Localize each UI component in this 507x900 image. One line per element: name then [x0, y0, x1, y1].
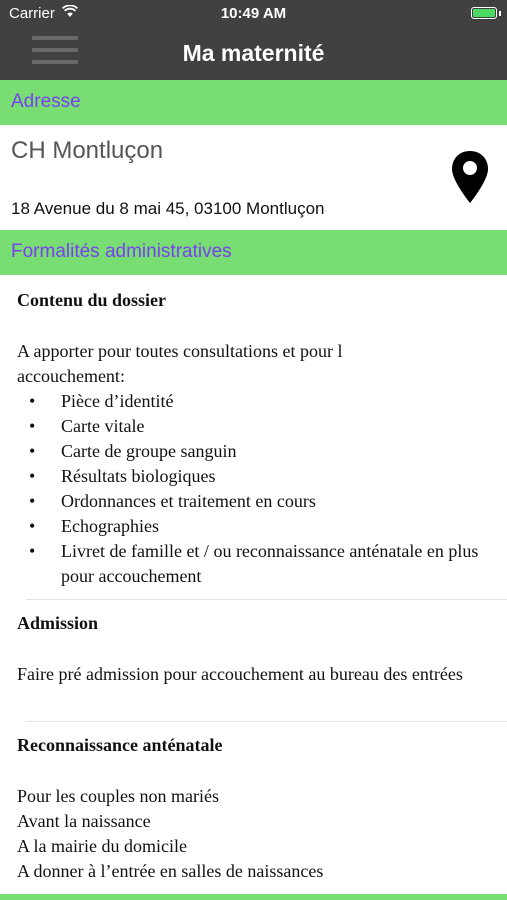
recognition-line: Avant la naissance — [17, 811, 151, 831]
navigation-bar — [0, 26, 507, 80]
address-card[interactable] — [0, 125, 507, 230]
next-section-header — [0, 894, 507, 900]
address-header-label: Adresse — [11, 91, 81, 112]
dossier-title: Contenu du dossier — [17, 290, 167, 310]
list-item: • Echographies — [17, 514, 487, 539]
address-section-header — [0, 80, 507, 125]
dossier-intro-line2: accouchement: — [17, 366, 125, 386]
status-bar — [0, 0, 507, 26]
list-item: • Ordonnances et traitement en cours — [17, 489, 487, 514]
divider — [26, 599, 507, 600]
hospital-address: 18 Avenue du 8 mai 45, 03100 Montluçon — [11, 199, 325, 218]
list-item: • Pièce d’identité — [17, 389, 487, 414]
divider — [26, 721, 507, 722]
page-title: Ma maternité — [182, 40, 325, 66]
list-item: • Résultats biologiques — [17, 464, 487, 489]
formalities-content — [0, 275, 507, 894]
dossier-block — [17, 288, 487, 589]
admission-title: Admission — [17, 613, 99, 633]
recognition-block — [17, 733, 487, 884]
admission-block — [17, 611, 487, 687]
carrier-label: Carrier — [9, 5, 55, 22]
battery-tip — [499, 11, 501, 16]
list-item: • Carte de groupe sanguin — [17, 439, 487, 464]
list-item: • Livret de famille et / ou reconnaissance anténatale en plus pour accouchement — [17, 539, 487, 589]
recognition-line: Pour les couples non mariés — [17, 786, 219, 806]
hospital-name: CH Montluçon — [11, 137, 164, 164]
formalities-header-label: Formalités administratives — [11, 241, 232, 262]
recognition-title: Reconnaissance anténatale — [17, 735, 223, 755]
recognition-line: A donner à l’entrée en salles de naissances — [17, 861, 324, 881]
battery-icon — [471, 7, 497, 19]
admission-text: Faire pré admission pour accouchement au bureau des entrées — [17, 664, 463, 684]
status-time: 10:49 AM — [220, 5, 287, 22]
map-pin-icon[interactable] — [450, 149, 490, 205]
formalities-section-header — [0, 230, 507, 275]
dossier-intro-line1: A apporter pour toutes consultations et pour l — [17, 341, 343, 361]
recognition-line: A la mairie du domicile — [17, 836, 187, 856]
list-item: • Carte vitale — [17, 414, 487, 439]
dossier-list — [17, 389, 487, 589]
